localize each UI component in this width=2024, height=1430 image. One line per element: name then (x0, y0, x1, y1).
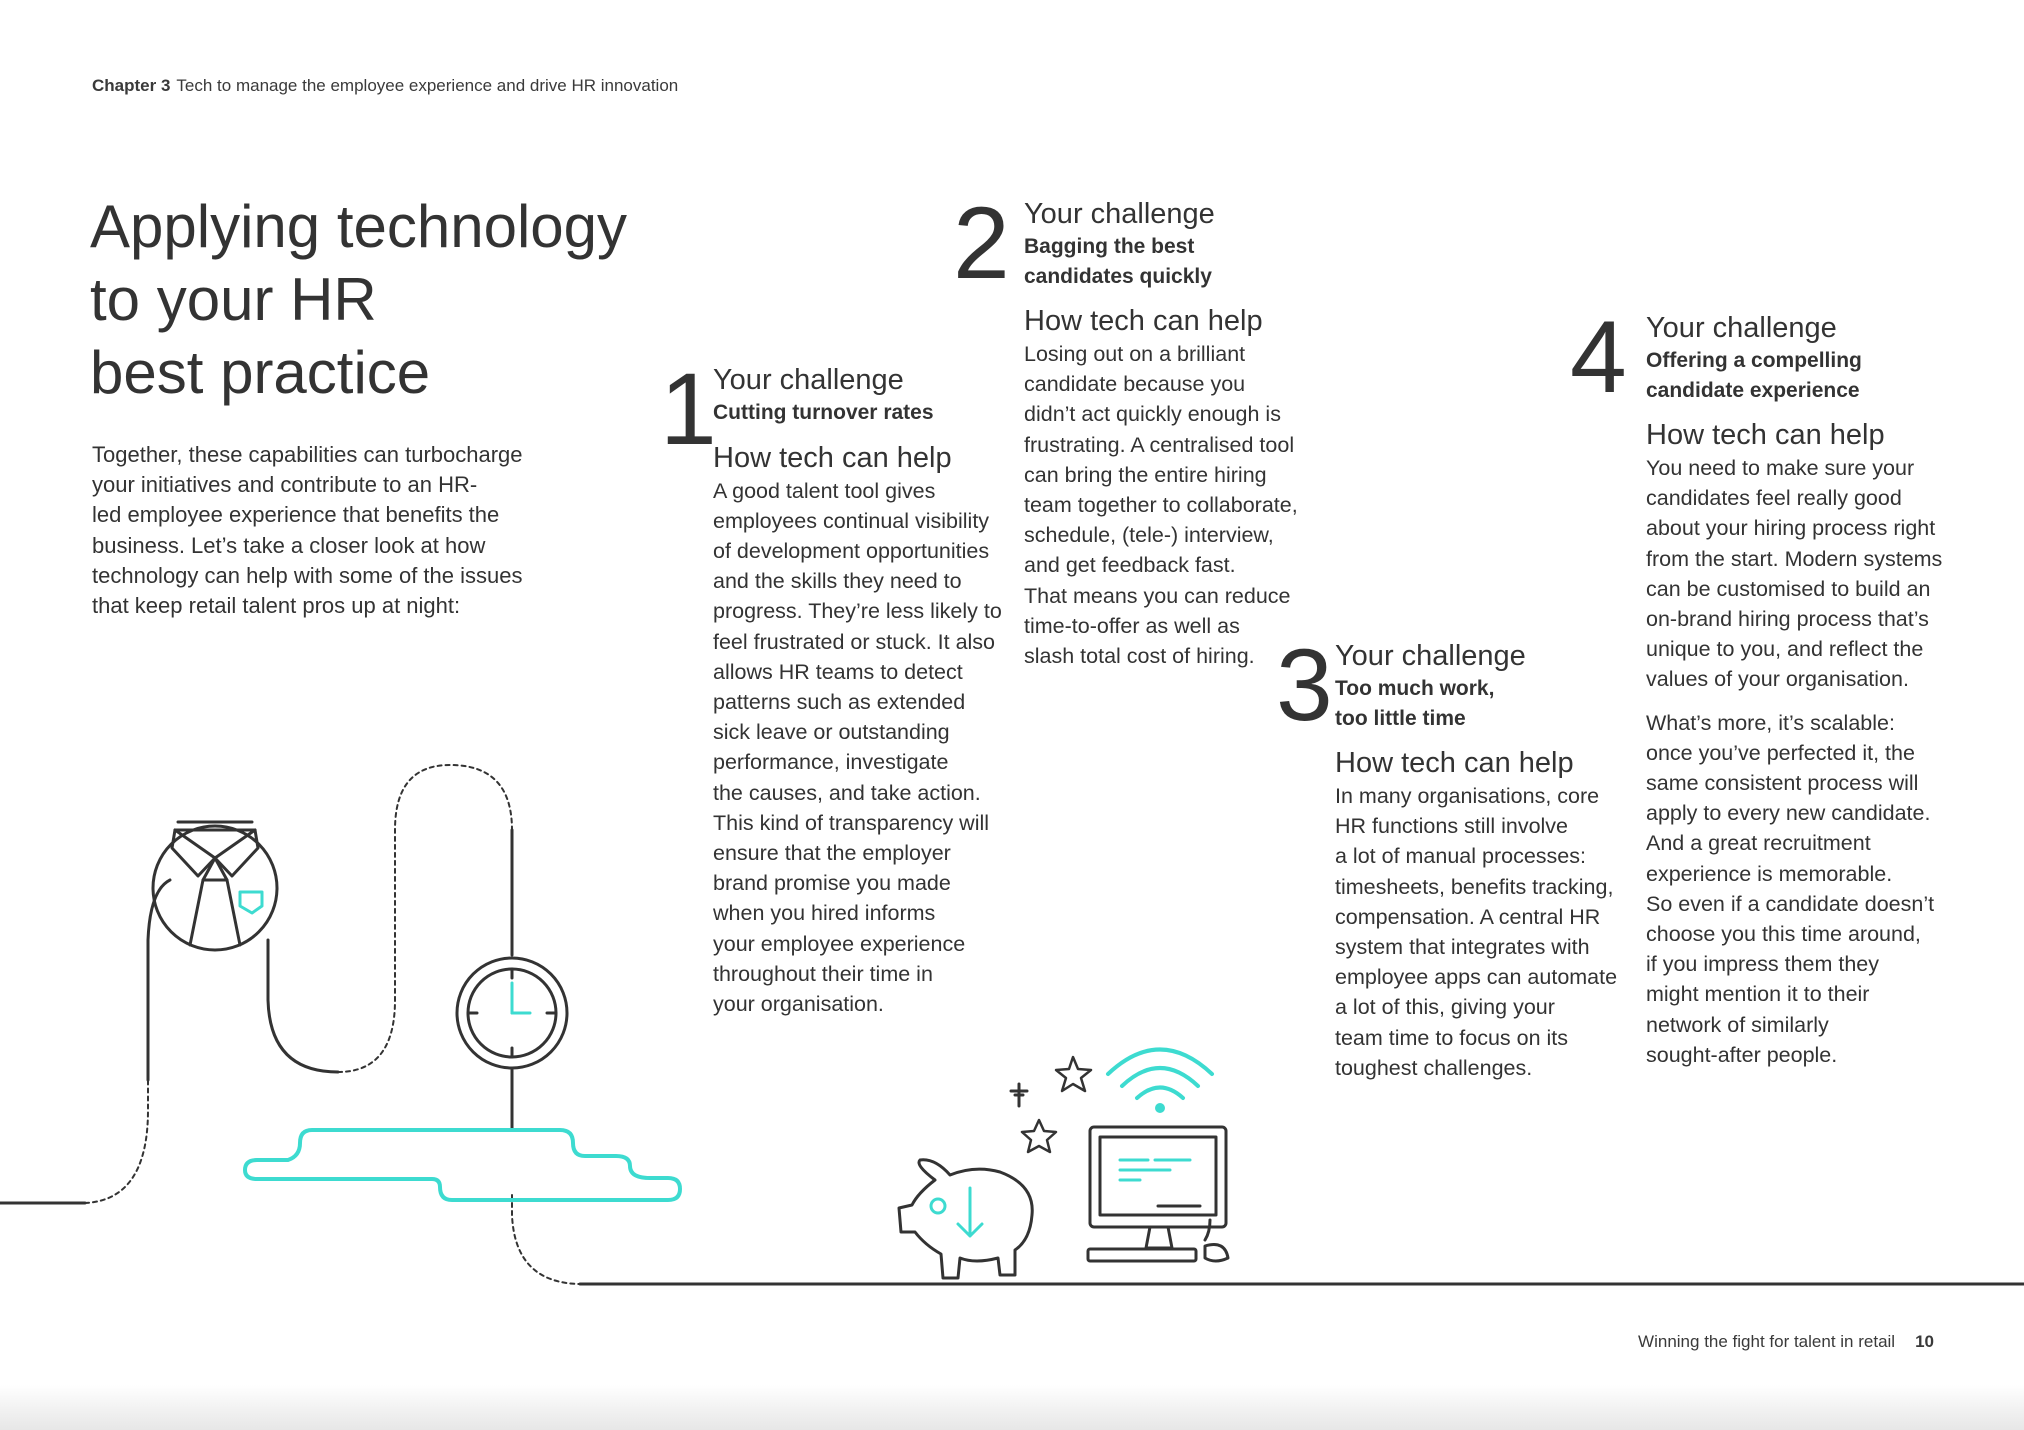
body-line: brand promise you made (713, 871, 951, 896)
body-line: In many organisations, core (1335, 784, 1600, 808)
body-line: You need to make sure your (1646, 456, 1915, 480)
body-line: candidates feel really good (1646, 486, 1902, 511)
body-line: slash total cost of hiring. (1024, 644, 1255, 669)
body-line: unique to you, and reflect the (1646, 637, 1924, 662)
body-line: and the skills they need to (713, 569, 962, 594)
challenge-1-title: Cutting turnover rates (713, 401, 934, 424)
body-line: might mention it to their (1646, 982, 1870, 1007)
body-line: a lot of this, giving your (1335, 995, 1555, 1020)
body-line: So even if a candidate doesn’t (1646, 891, 1935, 916)
body-line: values of your organisation. (1646, 667, 1909, 692)
body-line: And a great recruitment (1646, 831, 1871, 856)
body-line: can bring the entire hiring (1024, 462, 1267, 487)
challenge-3-title-line: Too much work, (1335, 677, 1495, 700)
publication-title: Winning the fight for talent in retail (1638, 1332, 1896, 1351)
body-line: from the start. Modern systems (1646, 546, 1943, 571)
body-line: This kind of transparency will (713, 810, 990, 835)
body-line: throughout their time in (713, 961, 933, 986)
intro-line: technology can help with some of the issues (92, 562, 523, 588)
body-line: didn’t act quickly enough is (1024, 402, 1281, 427)
challenge-4-title-line: Offering a compelling (1646, 349, 1862, 372)
body-line: your employee experience (713, 931, 966, 956)
body-line: same consistent process will (1646, 771, 1919, 796)
intro-line: Together, these capabilities can turbocharge (92, 442, 523, 467)
body-line: ensure that the employer (713, 840, 951, 865)
challenge-3-number: 3 (1276, 628, 1333, 742)
body-line: employees continual visibility (713, 508, 990, 533)
body-line: sick leave or outstanding (713, 720, 950, 745)
body-line: apply to every new candidate. (1646, 801, 1931, 826)
connector-lines (0, 765, 2024, 1284)
employee-shirt-icon (153, 822, 277, 950)
body-line: patterns such as extended (713, 689, 966, 714)
body-line: timesheets, benefits tracking, (1335, 874, 1614, 899)
body-line: progress. They’re less likely to (713, 599, 1002, 624)
challenge-2-heading: Your challenge (1024, 198, 1215, 230)
body-line: when you hired informs (713, 901, 936, 926)
challenge-3-heading: Your challenge (1335, 640, 1526, 672)
body-line: system that integrates with (1335, 935, 1590, 960)
body-line: employee apps can automate (1335, 965, 1618, 990)
challenge-2-number: 2 (953, 186, 1010, 300)
body-line: sought-after people. (1646, 1042, 1838, 1067)
challenge-4-heading: Your challenge (1646, 312, 1837, 344)
intro-line: business. Let’s take a closer look at how (92, 532, 486, 558)
challenge-1-number: 1 (660, 352, 717, 466)
body-line: and get feedback fast. (1024, 553, 1236, 578)
body-line: team time to focus on its (1335, 1025, 1569, 1050)
challenge-3-title-line: too little time (1335, 706, 1466, 730)
body-line: frustrating. A centralised tool (1024, 432, 1295, 457)
title-line: Applying technology (90, 193, 628, 260)
body-line: on-brand hiring process that’s (1646, 607, 1929, 632)
body-line: allows HR teams to detect (713, 659, 963, 684)
body-line: feel frustrated or stuck. It also (713, 629, 996, 654)
intro-line: your initiatives and contribute to an HR- (92, 472, 478, 498)
wifi-icon (1108, 1050, 1212, 1112)
title-line: to your HR (90, 266, 377, 333)
challenge-1-help-heading: How tech can help (713, 441, 952, 474)
title-line: best practice (90, 339, 431, 406)
page-footer (1638, 1332, 1934, 1352)
body-line: A good talent tool gives (713, 478, 936, 503)
intro-line: led employee experience that benefits the (92, 502, 500, 528)
challenge-4-number: 4 (1570, 300, 1627, 414)
body-line: about your hiring process right (1646, 516, 1936, 541)
body-line: That means you can reduce (1024, 583, 1291, 608)
body-line: candidate because you (1024, 372, 1246, 397)
body-line: performance, investigate (713, 750, 949, 775)
challenge-2-title-line: Bagging the best (1024, 235, 1195, 258)
body-line: choose you this time around, (1646, 922, 1921, 947)
chapter-title: Tech to manage the employee experience and drive HR innovation (176, 76, 679, 95)
body-line: compensation. A central HR (1335, 904, 1601, 929)
challenge-2-title-line: candidates quickly (1024, 264, 1212, 288)
body-line: your organisation. (713, 991, 884, 1016)
body-line: schedule, (tele-) interview, (1024, 523, 1274, 548)
computer-icon (1088, 1127, 1228, 1261)
chapter-label: Chapter 3 (92, 76, 171, 95)
challenge-4-title-line: candidate experience (1646, 378, 1860, 402)
piggy-bank-icon (899, 1160, 1032, 1278)
challenge-3-help-heading: How tech can help (1335, 747, 1574, 779)
body-line: experience is memorable. (1646, 861, 1893, 886)
teal-cloud-shape (245, 1130, 680, 1200)
body-line: Losing out on a brilliant (1024, 342, 1246, 366)
page-bottom-shadow (0, 1385, 2024, 1430)
body-line: network of similarly (1646, 1012, 1829, 1037)
body-line: What’s more, it’s scalable: (1646, 710, 1895, 735)
intro-line: that keep retail talent pros up at night: (92, 593, 461, 619)
body-line: a lot of manual processes: (1335, 844, 1586, 869)
body-line: HR functions still involve (1335, 814, 1569, 839)
challenge-2-help-heading: How tech can help (1024, 305, 1263, 337)
body-line: can be customised to build an (1646, 576, 1931, 601)
body-line: the causes, and take action. (713, 780, 981, 805)
challenge-4-help-heading: How tech can help (1646, 419, 1885, 451)
body-line: if you impress them they (1646, 952, 1880, 977)
body-line: team together to collaborate, (1024, 493, 1298, 518)
body-line: of development opportunities (713, 538, 990, 563)
sparkle-icons (1011, 1057, 1091, 1152)
challenge-1-heading: Your challenge (713, 364, 904, 396)
page-number: 10 (1915, 1332, 1934, 1351)
body-line: once you’ve perfected it, the (1646, 740, 1915, 765)
body-line: time-to-offer as well as (1024, 613, 1240, 638)
body-line: toughest challenges. (1335, 1055, 1533, 1080)
clock-icon (457, 958, 567, 1068)
